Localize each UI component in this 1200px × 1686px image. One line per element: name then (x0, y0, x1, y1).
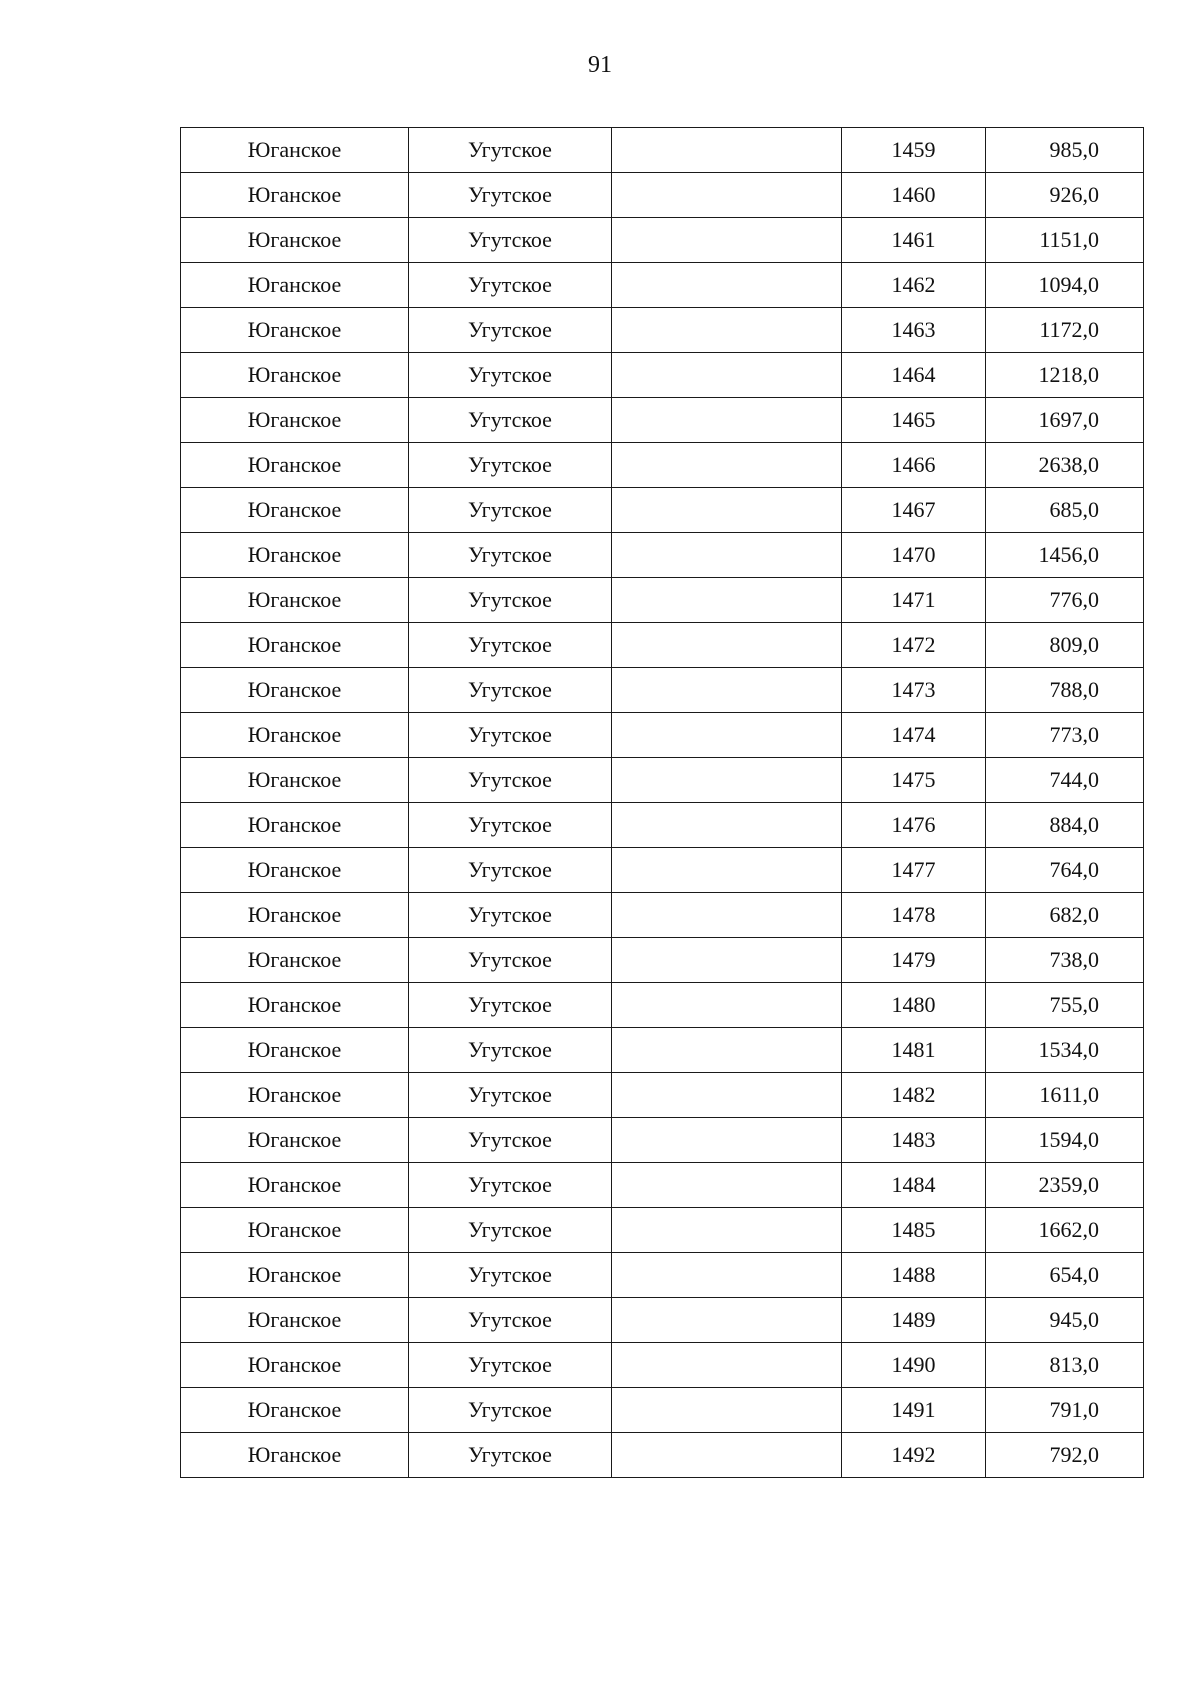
cell-id: 1491 (842, 1388, 986, 1433)
page-number: 91 (588, 52, 612, 78)
cell-field: Юганское (181, 623, 409, 668)
cell-area: Угутское (409, 308, 612, 353)
cell-note (612, 1163, 842, 1208)
cell-id: 1492 (842, 1433, 986, 1478)
cell-area: Угутское (409, 1433, 612, 1478)
cell-area: Угутское (409, 1298, 612, 1343)
cell-value: 926,0 (986, 173, 1144, 218)
cell-value: 685,0 (986, 488, 1144, 533)
cell-area: Угутское (409, 1028, 612, 1073)
cell-note (612, 848, 842, 893)
cell-id: 1465 (842, 398, 986, 443)
table-row (181, 353, 1144, 398)
cell-id: 1485 (842, 1208, 986, 1253)
cell-value: 1662,0 (986, 1208, 1144, 1253)
cell-area: Угутское (409, 128, 612, 173)
cell-field: Юганское (181, 1343, 409, 1388)
cell-field: Юганское (181, 668, 409, 713)
cell-field: Юганское (181, 938, 409, 983)
cell-field: Юганское (181, 803, 409, 848)
cell-field: Юганское (181, 1208, 409, 1253)
cell-area: Угутское (409, 893, 612, 938)
cell-area: Угутское (409, 848, 612, 893)
cell-field: Юганское (181, 1388, 409, 1433)
cell-id: 1467 (842, 488, 986, 533)
cell-value: 985,0 (986, 128, 1144, 173)
cell-field: Юганское (181, 488, 409, 533)
cell-field: Юганское (181, 1253, 409, 1298)
cell-id: 1476 (842, 803, 986, 848)
cell-id: 1462 (842, 263, 986, 308)
cell-field: Юганское (181, 893, 409, 938)
cell-id: 1473 (842, 668, 986, 713)
cell-area: Угутское (409, 803, 612, 848)
table-row (181, 578, 1144, 623)
table-row (181, 1208, 1144, 1253)
table-row (181, 1118, 1144, 1163)
cell-note (612, 1298, 842, 1343)
table-row (181, 848, 1144, 893)
cell-note (612, 893, 842, 938)
cell-value: 776,0 (986, 578, 1144, 623)
cell-area: Угутское (409, 1118, 612, 1163)
cell-id: 1477 (842, 848, 986, 893)
cell-value: 1218,0 (986, 353, 1144, 398)
cell-id: 1466 (842, 443, 986, 488)
table-row (181, 173, 1144, 218)
table-row (181, 803, 1144, 848)
cell-note (612, 173, 842, 218)
cell-note (612, 1388, 842, 1433)
cell-id: 1470 (842, 533, 986, 578)
cell-id: 1464 (842, 353, 986, 398)
table-row (181, 713, 1144, 758)
cell-value: 773,0 (986, 713, 1144, 758)
cell-value: 791,0 (986, 1388, 1144, 1433)
cell-note (612, 668, 842, 713)
table-row (181, 443, 1144, 488)
cell-area: Угутское (409, 533, 612, 578)
cell-note (612, 218, 842, 263)
cell-note (612, 578, 842, 623)
cell-note (612, 353, 842, 398)
cell-value: 764,0 (986, 848, 1144, 893)
cell-value: 945,0 (986, 1298, 1144, 1343)
cell-area: Угутское (409, 1163, 612, 1208)
cell-area: Угутское (409, 758, 612, 803)
data-table (180, 127, 1144, 1478)
cell-id: 1471 (842, 578, 986, 623)
cell-note (612, 1433, 842, 1478)
cell-area: Угутское (409, 353, 612, 398)
cell-note (612, 713, 842, 758)
cell-note (612, 803, 842, 848)
cell-area: Угутское (409, 623, 612, 668)
cell-value: 1611,0 (986, 1073, 1144, 1118)
cell-note (612, 1253, 842, 1298)
cell-value: 738,0 (986, 938, 1144, 983)
cell-id: 1474 (842, 713, 986, 758)
cell-id: 1475 (842, 758, 986, 803)
table-row (181, 1163, 1144, 1208)
table-row (181, 308, 1144, 353)
cell-area: Угутское (409, 1253, 612, 1298)
cell-id: 1478 (842, 893, 986, 938)
cell-id: 1472 (842, 623, 986, 668)
cell-value: 1594,0 (986, 1118, 1144, 1163)
cell-id: 1482 (842, 1073, 986, 1118)
cell-value: 654,0 (986, 1253, 1144, 1298)
cell-value: 1534,0 (986, 1028, 1144, 1073)
cell-value: 682,0 (986, 893, 1144, 938)
cell-note (612, 263, 842, 308)
cell-id: 1483 (842, 1118, 986, 1163)
cell-field: Юганское (181, 533, 409, 578)
cell-note (612, 983, 842, 1028)
cell-area: Угутское (409, 938, 612, 983)
cell-note (612, 488, 842, 533)
table-row (181, 398, 1144, 443)
cell-note (612, 128, 842, 173)
table-row (181, 1073, 1144, 1118)
cell-id: 1463 (842, 308, 986, 353)
cell-note (612, 1073, 842, 1118)
table-row (181, 623, 1144, 668)
cell-value: 755,0 (986, 983, 1144, 1028)
cell-area: Угутское (409, 173, 612, 218)
cell-note (612, 398, 842, 443)
cell-id: 1461 (842, 218, 986, 263)
cell-id: 1484 (842, 1163, 986, 1208)
table-row (181, 1028, 1144, 1073)
cell-field: Юганское (181, 218, 409, 263)
table-row (181, 1433, 1144, 1478)
cell-field: Юганское (181, 578, 409, 623)
cell-value: 809,0 (986, 623, 1144, 668)
cell-field: Юганское (181, 758, 409, 803)
table-row (181, 128, 1144, 173)
cell-field: Юганское (181, 1163, 409, 1208)
cell-field: Юганское (181, 263, 409, 308)
cell-field: Юганское (181, 1073, 409, 1118)
cell-field: Юганское (181, 128, 409, 173)
table-row (181, 1343, 1144, 1388)
table-row (181, 1253, 1144, 1298)
cell-value: 1456,0 (986, 533, 1144, 578)
table-row (181, 668, 1144, 713)
cell-value: 884,0 (986, 803, 1144, 848)
cell-area: Угутское (409, 1343, 612, 1388)
table-row (181, 938, 1144, 983)
table-row (181, 758, 1144, 803)
cell-area: Угутское (409, 668, 612, 713)
cell-value: 1094,0 (986, 263, 1144, 308)
cell-id: 1490 (842, 1343, 986, 1388)
cell-id: 1480 (842, 983, 986, 1028)
cell-field: Юганское (181, 353, 409, 398)
table-row (181, 893, 1144, 938)
table-row (181, 263, 1144, 308)
cell-field: Юганское (181, 713, 409, 758)
table-row (181, 218, 1144, 263)
cell-note (612, 1208, 842, 1253)
cell-area: Угутское (409, 443, 612, 488)
cell-note (612, 308, 842, 353)
cell-note (612, 443, 842, 488)
cell-value: 788,0 (986, 668, 1144, 713)
cell-value: 792,0 (986, 1433, 1144, 1478)
cell-id: 1489 (842, 1298, 986, 1343)
cell-id: 1481 (842, 1028, 986, 1073)
cell-note (612, 1118, 842, 1163)
cell-value: 1697,0 (986, 398, 1144, 443)
cell-value: 2638,0 (986, 443, 1144, 488)
cell-value: 813,0 (986, 1343, 1144, 1388)
cell-area: Угутское (409, 218, 612, 263)
table-row (181, 488, 1144, 533)
cell-area: Угутское (409, 263, 612, 308)
cell-id: 1488 (842, 1253, 986, 1298)
cell-area: Угутское (409, 398, 612, 443)
cell-value: 1172,0 (986, 308, 1144, 353)
cell-area: Угутское (409, 488, 612, 533)
cell-field: Юганское (181, 443, 409, 488)
table-row (181, 983, 1144, 1028)
cell-note (612, 1028, 842, 1073)
table-row (181, 1298, 1144, 1343)
cell-value: 744,0 (986, 758, 1144, 803)
cell-field: Юганское (181, 1028, 409, 1073)
cell-field: Юганское (181, 308, 409, 353)
cell-id: 1479 (842, 938, 986, 983)
cell-note (612, 533, 842, 578)
cell-area: Угутское (409, 1388, 612, 1433)
cell-area: Угутское (409, 1208, 612, 1253)
cell-note (612, 758, 842, 803)
cell-field: Юганское (181, 173, 409, 218)
cell-field: Юганское (181, 1433, 409, 1478)
cell-field: Юганское (181, 1298, 409, 1343)
cell-field: Юганское (181, 983, 409, 1028)
cell-area: Угутское (409, 1073, 612, 1118)
cell-field: Юганское (181, 848, 409, 893)
cell-note (612, 938, 842, 983)
cell-note (612, 623, 842, 668)
cell-area: Угутское (409, 713, 612, 758)
cell-id: 1459 (842, 128, 986, 173)
table-body (181, 128, 1144, 1478)
cell-note (612, 1343, 842, 1388)
cell-value: 2359,0 (986, 1163, 1144, 1208)
table-row (181, 1388, 1144, 1433)
cell-value: 1151,0 (986, 218, 1144, 263)
cell-id: 1460 (842, 173, 986, 218)
cell-area: Угутское (409, 578, 612, 623)
cell-field: Юганское (181, 398, 409, 443)
cell-area: Угутское (409, 983, 612, 1028)
cell-field: Юганское (181, 1118, 409, 1163)
table-row (181, 533, 1144, 578)
